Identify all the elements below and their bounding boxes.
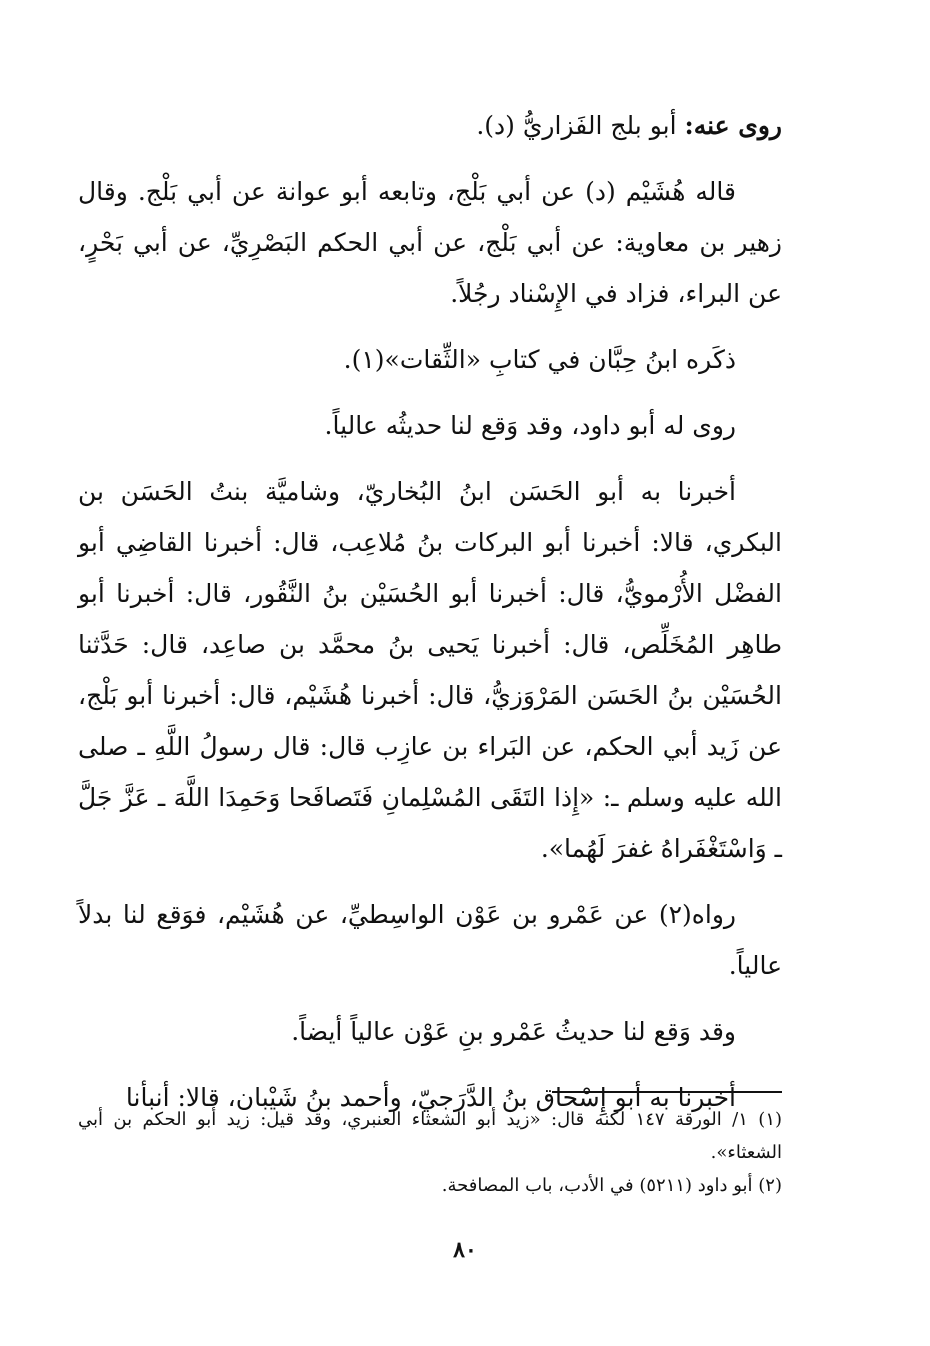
- footnote-1: (١) ١/ الورقة ١٤٧ لكنه قال: «زيد أبو الشعثاء العنبري، وقد قيل: زيد أبو الحكم بن أبي الشعثاء».: [78, 1109, 783, 1163]
- paragraph-narrators: [78, 100, 782, 151]
- page-number: ٨٠: [453, 1237, 477, 1263]
- paragraph-amr-hadith: وقد وَقع لنا حديثُ عَمْرو بنِ عَوْن عالياً أيضاً.: [291, 1017, 736, 1046]
- paragraph-riwayah: رواه(٢) عن عَمْرو بن عَوْن الواسِطيِّ، عن هُشَيْم، فوَقع لنا بدلاً عالياً.: [78, 900, 782, 980]
- paragraph-ibn-hibban: ذكَره ابنُ حِبَّان في كتابِ «الثِّقات»(١).: [343, 345, 736, 374]
- paragraph-abu-dawud: روى له أبو داود، وقد وَقع لنا حديثُه عالياً.: [324, 411, 736, 440]
- paragraph-chain-note: قاله هُشَيْم (د) عن أبي بَلْج، وتابعه أبو عوانة عن أبي بَلْج. وقال زهير بن معاوية: عن أبي بَلْج، عن أبي الحكم البَصْرِيِّ، عن أبي بَحْرٍ، عن البراء، فزاد في الإِسْناد رجُلاً.: [78, 177, 782, 308]
- footnote-separator: [552, 1091, 782, 1093]
- footnote-2: (٢) أبو داود (٥٢١١) في الأدب، باب المصافحة.: [441, 1175, 782, 1196]
- footnotes: [78, 1103, 782, 1202]
- paragraph-lead: روى عنه:: [684, 111, 782, 140]
- paragraph-final-chain: أخبرنا به أبو إِسْحاق بنُ الدَّرَجيّ، وأحمد بنُ شَيْبان، قالا: أنبأنا: [125, 1083, 736, 1112]
- main-text: [78, 100, 782, 1138]
- paragraph-text: أبو بلج الفَزاريُّ (د).: [476, 111, 685, 140]
- paragraph-isnad-hadith: أخبرنا به أبو الحَسَن ابنُ البُخاريّ، وشاميَّة بنتُ الحَسَن بن البكري، قالا: أخبرنا أبو البركات بنُ مُلاعِب، قال: أخبرنا القاضِي أبو الفضْل الأُرْمويُّ، قال: أخبرنا أبو الحُسَيْن بنُ النَّقُور، قال: أخبرنا أبو طاهِر المُخَلِّص، قال: أخبرنا يَحيى بنُ محمَّد بن صاعِد، قال: حَدَّثنا الحُسَيْن بنُ الحَسَن المَرْوَزيُّ، قال: أخبرنا هُشَيْم، قال: أخبرنا أبو بَلْج، عن زَيد أبي الحكم، عن البَراء بن عازِب قال: قال رسولُ اللَّهِ ـ صلى الله عليه وسلم ـ: «إِذا التَقَى المُسْلِمانِ فَتَصافَحا وَحَمِدَا اللَّهَ ـ عَزَّ جَلَّ ـ وَاسْتَغْفَراهُ غفرَ لَهُما».: [78, 477, 782, 863]
